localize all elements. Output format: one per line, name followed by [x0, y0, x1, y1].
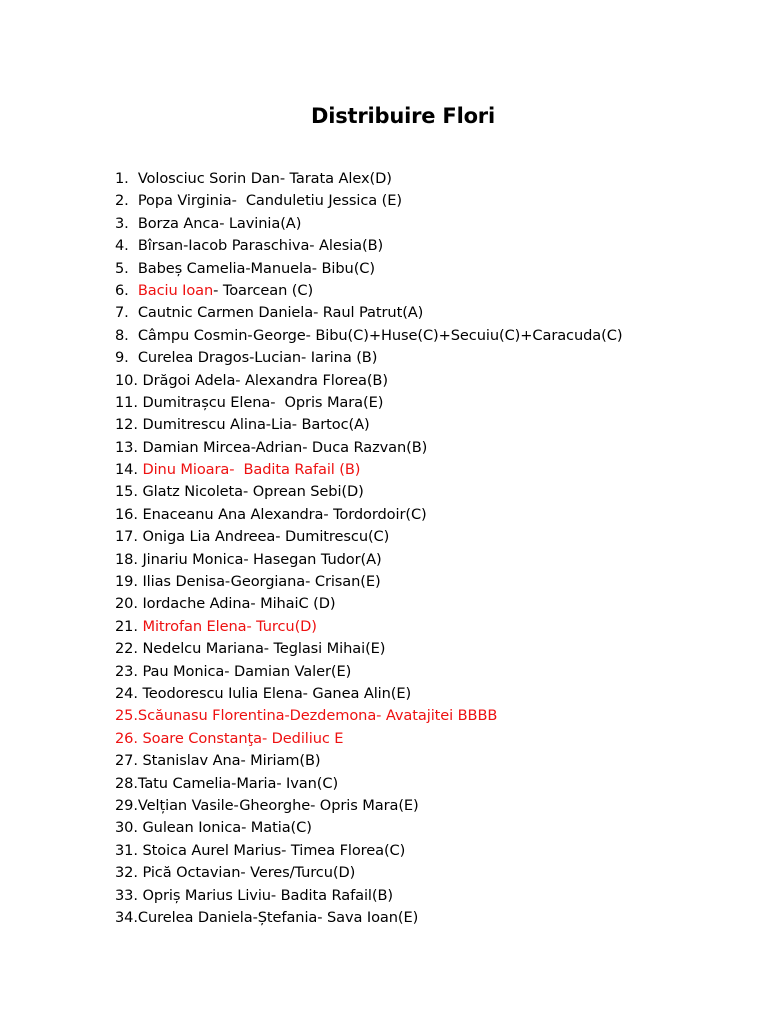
list-item-text: Dumitrescu Alina-Lia- Bartoc(A)	[142, 416, 370, 434]
list-item	[115, 616, 622, 638]
list-item-number: 5.	[115, 259, 129, 277]
list-item	[115, 437, 622, 459]
list-item-number: 31.	[115, 841, 138, 859]
list-item-text: Iordache Adina- MihaiC (D)	[142, 595, 336, 613]
list-item	[115, 370, 622, 392]
list-item-spacer	[129, 327, 138, 344]
list-item	[115, 481, 622, 503]
list-item-number: 19.	[115, 573, 138, 591]
list-item-text: Bîrsan-Iacob Paraschiva- Alesia(B)	[137, 237, 384, 255]
list-item	[115, 907, 622, 929]
list-item-number: 20.	[115, 595, 138, 613]
list-item-number: 22.	[115, 640, 138, 658]
list-item	[115, 168, 622, 190]
list-item-spacer	[129, 237, 138, 254]
list-item	[115, 549, 622, 571]
list-item-number: 10.	[115, 371, 138, 389]
list-item-text: Stanislav Ana- Miriam(B)	[142, 752, 321, 770]
list-item-number: 1.	[115, 170, 129, 187]
list-item-number: 12.	[115, 416, 138, 434]
list-item-number: 8.	[115, 326, 129, 344]
list-item-text: - Toarcean (C)	[213, 281, 314, 299]
list-item	[115, 817, 622, 839]
list-item-number: 6.	[115, 281, 129, 299]
list-item-spacer	[129, 170, 138, 187]
list-item	[115, 593, 622, 615]
list-item	[115, 302, 622, 324]
list-item-number: 17.	[115, 528, 138, 546]
list-item-text: Stoica Aurel Marius- Timea Florea(C)	[142, 841, 406, 859]
page-title: Distribuire Flori	[311, 104, 495, 129]
list-item	[115, 840, 622, 862]
list-item-text: Curelea Daniela-Ștefania- Sava Ioan(E)	[137, 908, 419, 926]
list-item-text: Scăunasu Florentina-Dezdemona- Avatajitei BBBB	[137, 707, 498, 725]
list-item-number: 7.	[115, 304, 129, 322]
list-item-number: 32.	[115, 864, 138, 882]
list-item	[115, 325, 622, 347]
list-item-text: Volosciuc Sorin Dan- Tarata Alex(D)	[137, 170, 392, 187]
list-item	[115, 571, 622, 593]
list-item-number: 33.	[115, 886, 138, 904]
list-item-text: Drăgoi Adela- Alexandra Florea(B)	[142, 371, 388, 389]
list-item-number: 11.	[115, 393, 138, 411]
list-item-text: Popa Virginia- Canduletiu Jessica (E)	[137, 192, 402, 210]
list-item	[115, 638, 622, 660]
list-item-number: 4.	[115, 237, 129, 255]
list-item-text: Baciu Ioan	[137, 281, 214, 299]
list-item-number: 34.	[115, 908, 138, 926]
list-item-number: 2.	[115, 192, 129, 210]
list-item-number: 27.	[115, 752, 138, 770]
list-item-spacer	[129, 192, 138, 209]
list-item-text: Curelea Dragos-Lucian- Iarina (B)	[137, 349, 378, 367]
list-item	[115, 750, 622, 772]
list-item-number: 3.	[115, 214, 129, 232]
list-item-text: Enaceanu Ana Alexandra- Tordordoir(C)	[142, 505, 427, 523]
list-item-text: Opriș Marius Liviu- Badita Rafail(B)	[142, 886, 393, 904]
list-item	[115, 347, 622, 369]
list-item-text: Soare Constanţa- Dediliuc E	[142, 729, 344, 747]
list-item-text: Nedelcu Mariana- Teglasi Mihai(E)	[142, 640, 386, 658]
list-item-text: Dinu Mioara- Badita Rafail (B)	[142, 461, 361, 479]
list-item-number: 18.	[115, 550, 138, 568]
list-item-text: Câmpu Cosmin-George- Bibu(C)+Huse(C)+Secuiu(C)+Caracuda(C)	[137, 326, 623, 344]
list-item	[115, 661, 622, 683]
list-item	[115, 728, 622, 750]
list-item	[115, 235, 622, 257]
list-item-text: Ilias Denisa-Georgiana- Crisan(E)	[142, 573, 381, 591]
list-item-text: Cautnic Carmen Daniela- Raul Patrut(A)	[137, 304, 424, 322]
list-item	[115, 258, 622, 280]
list-item-spacer	[129, 349, 138, 366]
list-item-text: Dumitrașcu Elena- Opris Mara(E)	[142, 393, 384, 411]
list-item-number: 21.	[115, 617, 138, 635]
list-item-number: 23.	[115, 662, 138, 680]
list-item-number: 14.	[115, 461, 138, 479]
list-item	[115, 862, 622, 884]
list-item-text: Oniga Lia Andreea- Dumitrescu(C)	[142, 528, 390, 546]
list-item-number: 28.	[115, 774, 138, 792]
list-item-text: Pică Octavian- Veres/Turcu(D)	[142, 864, 356, 882]
list-item	[115, 526, 622, 548]
list-item-number: 15.	[115, 483, 138, 501]
list-item-number: 24.	[115, 684, 138, 702]
list-item-text: Glatz Nicoleta- Oprean Sebi(D)	[142, 483, 364, 501]
list-item	[115, 280, 622, 302]
list-item-text: Babeș Camelia-Manuela- Bibu(C)	[137, 259, 375, 277]
list-item-text: Mitrofan Elena- Turcu(D)	[142, 617, 317, 635]
list-item-text: Tatu Camelia-Maria- Ivan(C)	[137, 774, 339, 792]
list-item	[115, 683, 622, 705]
list-item-number: 9.	[115, 349, 129, 367]
list-item-number: 29.	[115, 796, 138, 814]
list-item	[115, 885, 622, 907]
list-item	[115, 190, 622, 212]
list-item	[115, 392, 622, 414]
list-item	[115, 773, 622, 795]
list-item-text: Velțian Vasile-Gheorghe- Opris Mara(E)	[137, 796, 419, 814]
list-item	[115, 705, 622, 727]
list-item	[115, 459, 622, 481]
list-item	[115, 795, 622, 817]
list-item-text: Teodorescu Iulia Elena- Ganea Alin(E)	[142, 684, 412, 702]
list-item	[115, 504, 622, 526]
list-item-spacer	[129, 304, 138, 321]
list-item	[115, 414, 622, 436]
distribution-list	[115, 168, 622, 929]
list-item-number: 25.	[115, 707, 138, 725]
list-item-text: Damian Mircea-Adrian- Duca Razvan(B)	[142, 438, 428, 456]
list-item-spacer	[129, 260, 138, 277]
list-item-number: 13.	[115, 438, 138, 456]
list-item-text: Borza Anca- Lavinia(A)	[137, 214, 302, 232]
list-item-text: Gulean Ionica- Matia(C)	[142, 819, 312, 837]
list-item-number: 16.	[115, 505, 138, 523]
list-item-number: 30.	[115, 819, 138, 837]
list-item-spacer	[129, 215, 138, 232]
list-item-text: Pau Monica- Damian Valer(E)	[142, 662, 352, 680]
list-item	[115, 213, 622, 235]
list-item-spacer	[129, 282, 138, 299]
list-item-text: Jinariu Monica- Hasegan Tudor(A)	[142, 550, 382, 568]
list-item-number: 26.	[115, 729, 138, 747]
